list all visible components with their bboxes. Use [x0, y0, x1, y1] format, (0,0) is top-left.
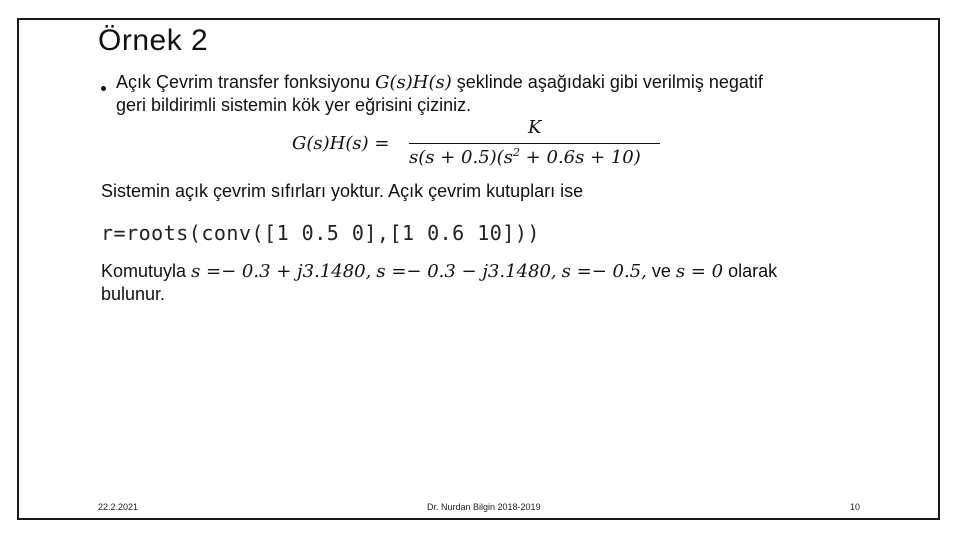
bullet-intro: Açık Çevrim transfer fonksiyonu — [116, 72, 371, 92]
fraction-bar — [409, 143, 660, 144]
footer-date: 22.2.2021 — [98, 502, 139, 512]
result-line2: bulunur. — [101, 284, 166, 304]
zeros-poles-text: Sistemin açık çevrim sıfırları yoktur. Açık çevrim kutupları ise — [101, 181, 584, 201]
footer-author: Dr. Nurdan Bilgin 2018-2019 — [427, 502, 541, 512]
matlab-command: r=roots(conv([1 0.5 0],[1 0.6 10])) — [101, 221, 540, 245]
root-3: s =− 0.5, — [561, 261, 647, 282]
result-prefix: Komutuyla — [101, 261, 187, 281]
inline-expression-GH: G(s)H(s) — [375, 72, 452, 93]
bullet-dot — [101, 86, 106, 91]
slide-title: Örnek 2 — [98, 24, 209, 57]
result-and: ve — [651, 261, 671, 281]
bullet-text-line2: geri bildirimli sistemin kök yer eğrisini çiziniz. — [116, 95, 472, 115]
root-2: s =− 0.3 − j3.1480, — [376, 261, 557, 282]
result-line1 — [101, 261, 777, 282]
equation-denominator: $s(s + 0.5)(s^2 + 0.6s + 10)$ — [409, 146, 641, 168]
bullet-text-line1 — [116, 72, 763, 93]
root-4: s = 0 — [675, 261, 724, 282]
equation-numerator: K — [528, 117, 542, 138]
result-suffix: olarak — [728, 261, 778, 281]
root-1: s =− 0.3 + j3.1480, — [191, 261, 372, 282]
equation-lhs: G(s)H(s) = — [292, 133, 390, 154]
footer-page-number: 10 — [850, 502, 861, 512]
bullet-after: şeklinde aşağıdaki gibi verilmiş negatif — [456, 72, 763, 92]
